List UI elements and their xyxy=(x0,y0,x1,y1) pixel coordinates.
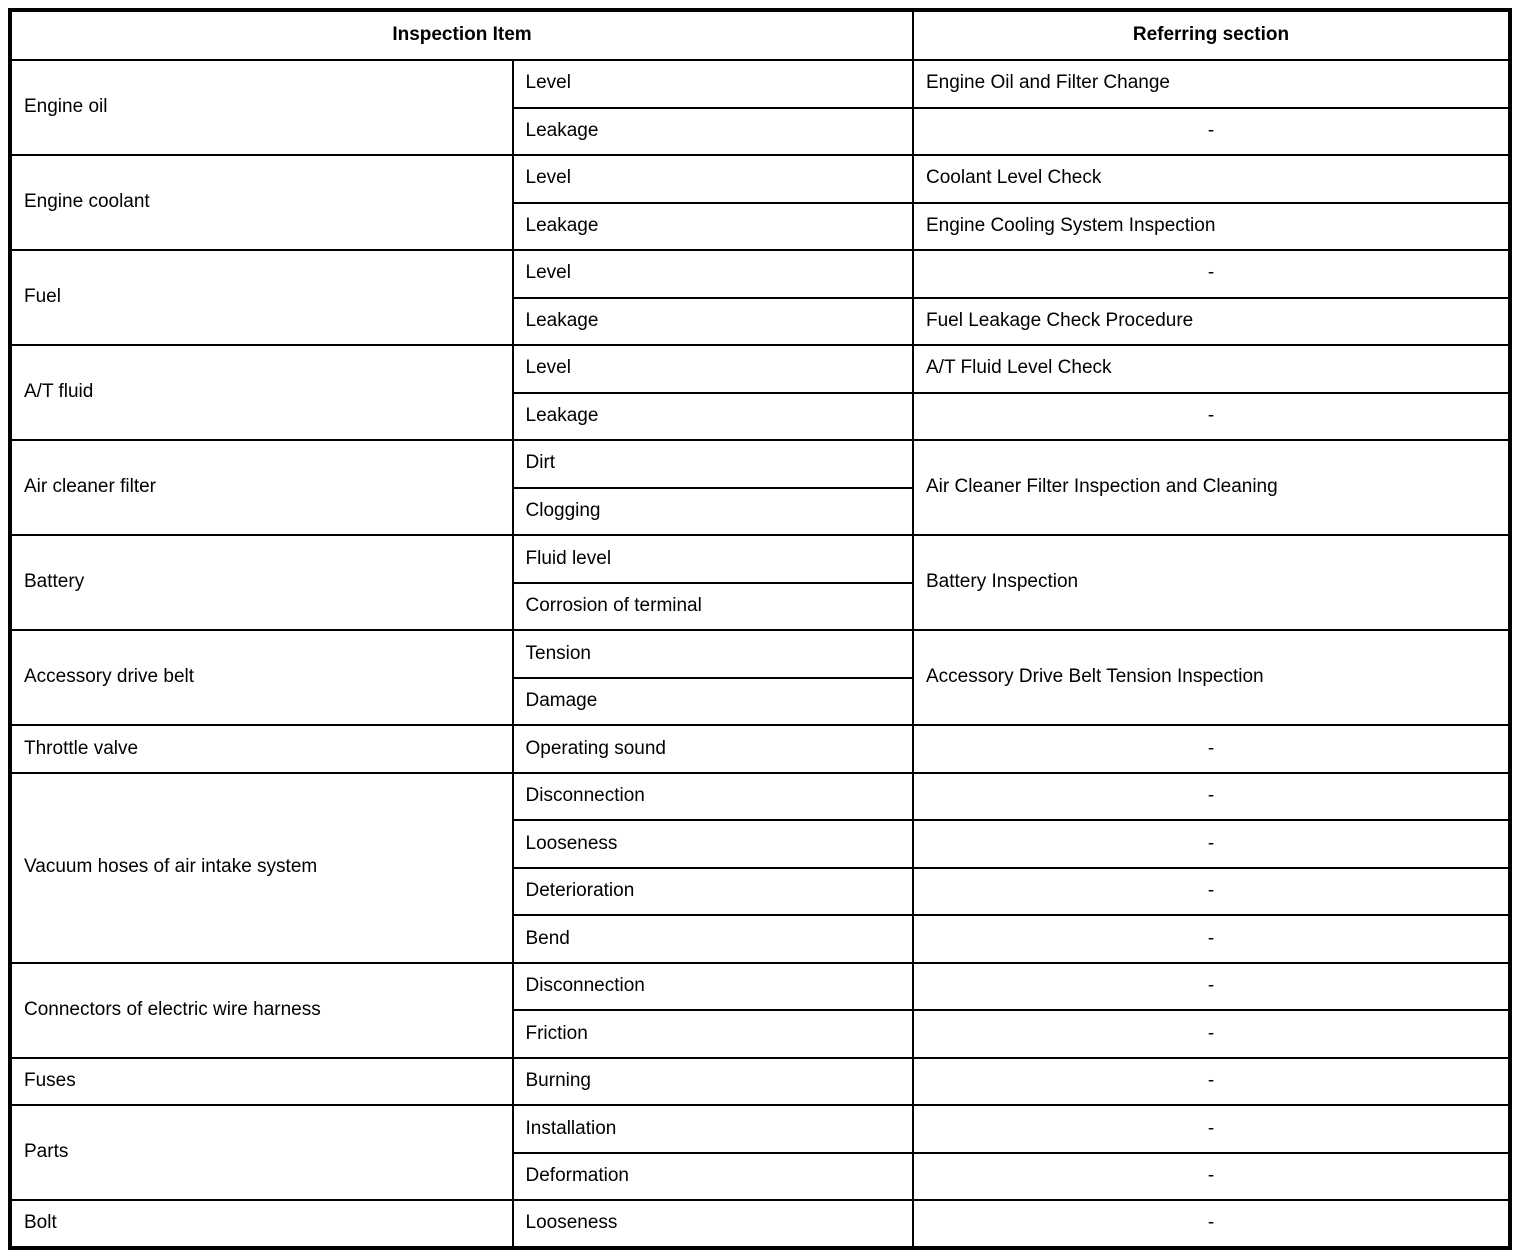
inspection-subitem-cell: Deformation xyxy=(513,1153,914,1201)
header-row xyxy=(10,10,1510,60)
table-row xyxy=(10,1058,1510,1106)
referring-section-cell: - xyxy=(913,773,1510,821)
inspection-subitem-cell: Looseness xyxy=(513,820,914,868)
table-row xyxy=(10,155,1510,203)
inspection-item-cell: Parts xyxy=(10,1105,513,1200)
inspection-subitem-cell: Deterioration xyxy=(513,868,914,916)
inspection-subitem-cell: Disconnection xyxy=(513,773,914,821)
referring-section-cell: Battery Inspection xyxy=(913,535,1510,630)
inspection-item-cell: A/T fluid xyxy=(10,345,513,440)
inspection-subitem-cell: Operating sound xyxy=(513,725,914,773)
referring-section-cell: Accessory Drive Belt Tension Inspection xyxy=(913,630,1510,725)
inspection-subitem-cell: Looseness xyxy=(513,1200,914,1248)
table-row xyxy=(10,60,1510,108)
referring-section-cell: - xyxy=(913,725,1510,773)
inspection-item-cell: Fuses xyxy=(10,1058,513,1106)
table-row xyxy=(10,250,1510,298)
referring-section-cell: Engine Cooling System Inspection xyxy=(913,203,1510,251)
referring-section-cell: Fuel Leakage Check Procedure xyxy=(913,298,1510,346)
inspection-subitem-cell: Tension xyxy=(513,630,914,678)
inspection-table-body xyxy=(10,60,1510,1248)
inspection-item-cell: Air cleaner filter xyxy=(10,440,513,535)
inspection-subitem-cell: Level xyxy=(513,250,914,298)
inspection-item-cell: Fuel xyxy=(10,250,513,345)
inspection-subitem-cell: Leakage xyxy=(513,298,914,346)
referring-section-cell: - xyxy=(913,1105,1510,1153)
inspection-table xyxy=(8,8,1512,1250)
table-row xyxy=(10,345,1510,393)
inspection-subitem-cell: Bend xyxy=(513,915,914,963)
inspection-table-header xyxy=(10,10,1510,60)
table-row xyxy=(10,725,1510,773)
inspection-subitem-cell: Level xyxy=(513,345,914,393)
inspection-item-cell: Connectors of electric wire harness xyxy=(10,963,513,1058)
referring-section-cell: - xyxy=(913,915,1510,963)
inspection-item-cell: Vacuum hoses of air intake system xyxy=(10,773,513,963)
inspection-item-cell: Engine oil xyxy=(10,60,513,155)
referring-section-cell: - xyxy=(913,108,1510,156)
inspection-subitem-cell: Friction xyxy=(513,1010,914,1058)
inspection-item-cell: Bolt xyxy=(10,1200,513,1248)
inspection-item-cell: Engine coolant xyxy=(10,155,513,250)
table-row xyxy=(10,1200,1510,1248)
table-row xyxy=(10,440,1510,488)
inspection-subitem-cell: Installation xyxy=(513,1105,914,1153)
inspection-subitem-cell: Level xyxy=(513,60,914,108)
table-row xyxy=(10,1105,1510,1153)
referring-section-cell: A/T Fluid Level Check xyxy=(913,345,1510,393)
referring-section-cell: - xyxy=(913,963,1510,1011)
inspection-subitem-cell: Dirt xyxy=(513,440,914,488)
inspection-subitem-cell: Leakage xyxy=(513,108,914,156)
inspection-subitem-cell: Clogging xyxy=(513,488,914,536)
inspection-subitem-cell: Fluid level xyxy=(513,535,914,583)
inspection-subitem-cell: Disconnection xyxy=(513,963,914,1011)
inspection-item-header: Inspection Item xyxy=(10,10,913,60)
referring-section-cell: Engine Oil and Filter Change xyxy=(913,60,1510,108)
referring-section-cell: - xyxy=(913,820,1510,868)
referring-section-cell: - xyxy=(913,1200,1510,1248)
referring-section-cell: Air Cleaner Filter Inspection and Cleaning xyxy=(913,440,1510,535)
inspection-subitem-cell: Damage xyxy=(513,678,914,726)
table-row xyxy=(10,773,1510,821)
referring-section-cell: - xyxy=(913,250,1510,298)
inspection-subitem-cell: Leakage xyxy=(513,393,914,441)
inspection-item-cell: Battery xyxy=(10,535,513,630)
inspection-item-cell: Throttle valve xyxy=(10,725,513,773)
table-row xyxy=(10,963,1510,1011)
referring-section-cell: - xyxy=(913,868,1510,916)
inspection-subitem-cell: Leakage xyxy=(513,203,914,251)
referring-section-cell: - xyxy=(913,1153,1510,1201)
referring-section-cell: - xyxy=(913,1058,1510,1106)
referring-section-cell: Coolant Level Check xyxy=(913,155,1510,203)
inspection-item-cell: Accessory drive belt xyxy=(10,630,513,725)
referring-section-cell: - xyxy=(913,1010,1510,1058)
inspection-subitem-cell: Level xyxy=(513,155,914,203)
table-row xyxy=(10,630,1510,678)
inspection-subitem-cell: Corrosion of terminal xyxy=(513,583,914,631)
inspection-subitem-cell: Burning xyxy=(513,1058,914,1106)
table-row xyxy=(10,535,1510,583)
referring-section-cell: - xyxy=(913,393,1510,441)
referring-section-header: Referring section xyxy=(913,10,1510,60)
